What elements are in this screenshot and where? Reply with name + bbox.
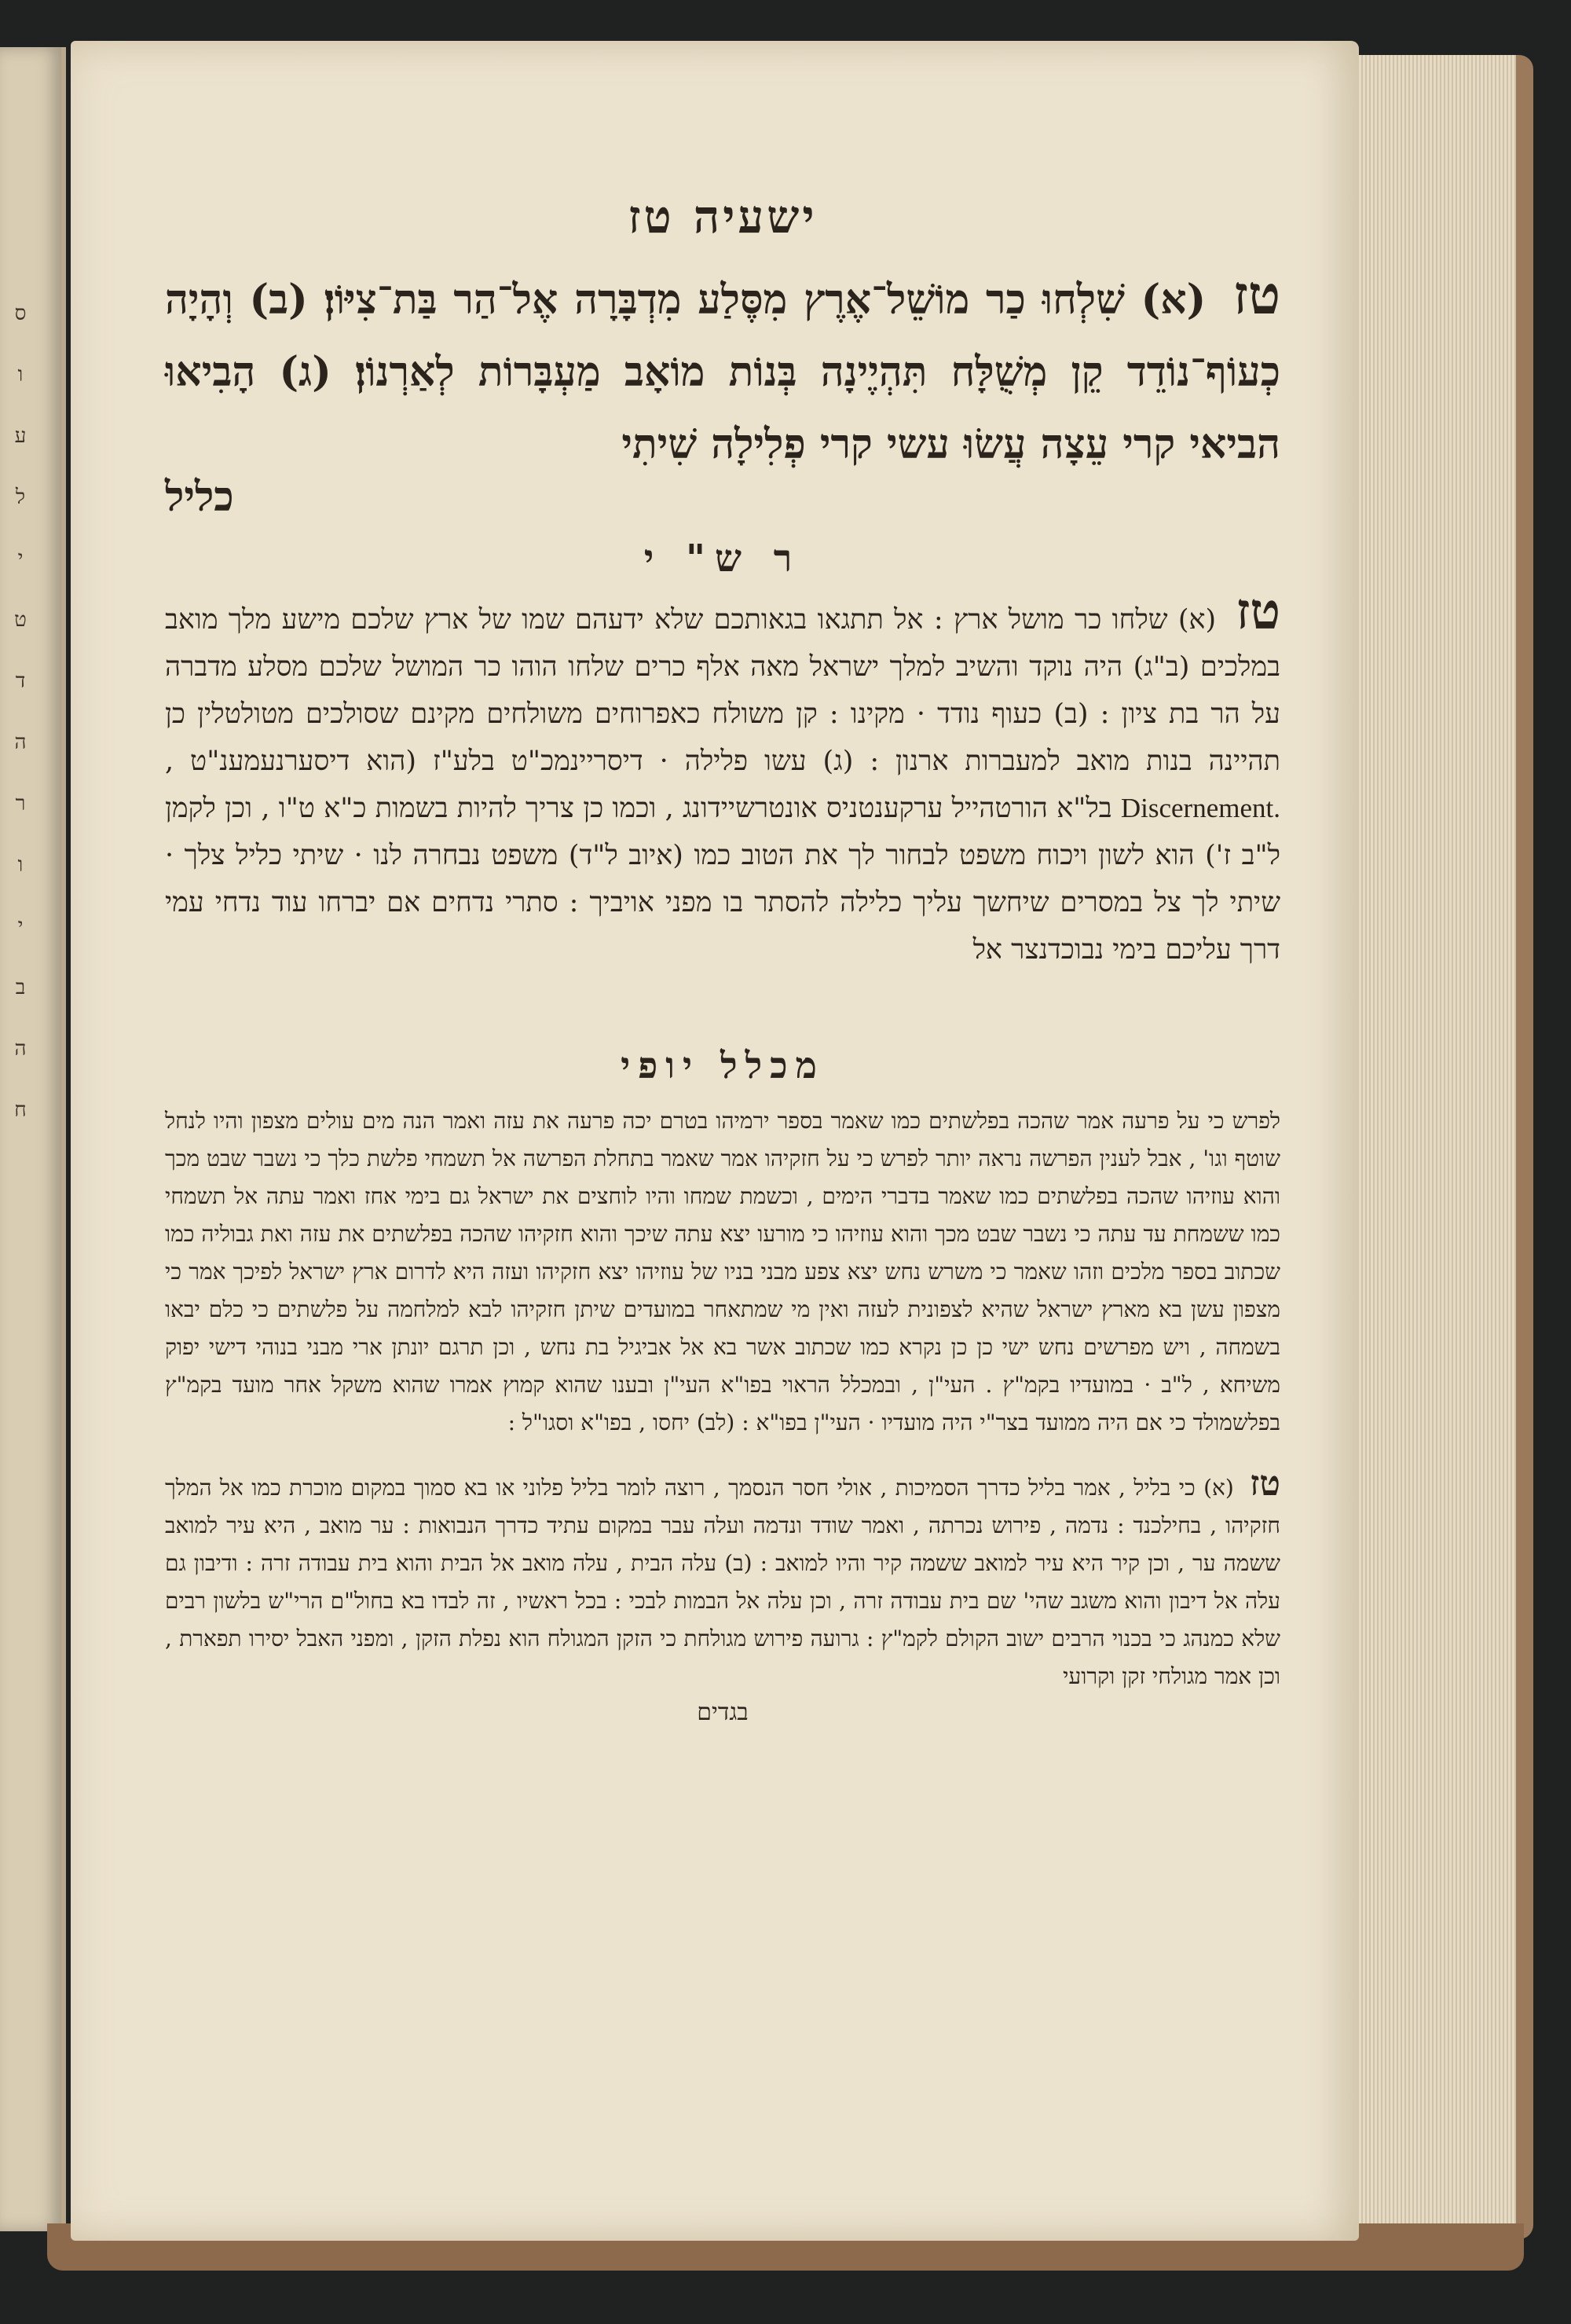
left-page-edge-letters bbox=[5, 283, 36, 1141]
michlol-text: (א) כי בליל , אמר בליל כדרך הסמיכות , אולי חסר הנסמך , רוצה לומר בליל פלוני או בא סמוך במקום מוכרת כמו אל המלך חזקיהו , בחילכנד : נדמה , פירוש נכרתה , ואמר שודד ונדמה ועלה עבר במקום עתיד כדרך הנבואות : ער מואב , היא עיר למואב ששמה ער , וכן קיר היא עיר למואב ששמה קיר והיו למואב : (ב) עלה הבית , עלה מואב אל הבית והוא בית עבודה זרה : ודיבון גם עלה אל דיבון והוא משגב שהי' שם בית עבודה זרה , וכן עלה אל הבמות לבכי : בכל ראשיו , זה לבדו בא בחול"ם הרי"ש בלשון רבים שלא כמנהג כי בכנוי הרבים ישוב הקולם לקמ"ץ : גרועה פירוש מגולחת כי הזקן המגולח הוא נפלת הזקן , ומפני האבל יסירו תפארת , וכן אמר מגולחי זקן וקרועי bbox=[165, 1475, 1280, 1689]
scripture-verses: (א) שִׁלְחוּ כַר מוֹשֵׁל־אֶרֶץ מִסֶּלַע מִדְבָּרָה אֶל־הַר בַּת־צִיּוֹן׃ (ב) וְהָיָה כְעוֹף־נוֹדֵד קֵן מְשֻׁלָּח תִּהְיֶינָה בְּנוֹת מוֹאָב מַעְבָּרוֹת לְאַרְנוֹן׃ (ג) הָבִיאוּ הביאי קרי עֵצָה עֲשׂוּ עשי קרי פְלִילָה שִׁיתִי bbox=[165, 276, 1280, 468]
scripture-text bbox=[165, 259, 1280, 481]
edge-letter: ב bbox=[15, 976, 26, 999]
edge-letter: ו bbox=[17, 853, 24, 877]
edge-letter: ר bbox=[15, 792, 26, 816]
rashi-latin-gloss: Discernement. bbox=[1120, 793, 1280, 823]
edge-letter: ד bbox=[15, 669, 26, 693]
rashi-text-part2: בל"א הורטהייל ערקענטניס אונטרשיידונג , וכמו כן צריך להיות בשמות כ"א ט"ו , וכן לקמן ל"ב ז') הוא לשון ויכוח משפט לבחור לך את הטוב כמו (איוב ל"ד) משפט נבחרה לנו · שיתי כליל צלך · שיתי לך צל במסרים שיחשך עליך כלילה להסתר בו מפני אויביך : סתרי נדחים אם יברחו עוד נדחי עמי דרך עליכם בימי נבוכדנצר אל bbox=[165, 793, 1280, 966]
running-head: ישעיה טז bbox=[628, 190, 818, 244]
michlol-chapter-number: טז bbox=[1250, 1464, 1280, 1504]
edge-letter: ע bbox=[14, 424, 27, 448]
catchword: בגדים bbox=[697, 1699, 749, 1726]
adjacent-left-page bbox=[0, 47, 66, 2231]
rashi-heading: ר ש" י bbox=[643, 537, 802, 581]
michlol-intro: לפרש כי על פרעה אמר שהכה בפלשתים כמו שאמר בספר ירמיהו בטרם יכה פרעה את עזה ואמר הנה מים עולים מצפון והיו לנחל שוטף וגו' , אבל לענין הפרשה נראה יותר לפרש כי על חזקיהו אמר שאמר בתחלת הפרשה אל תשמחי פלשת כלך כי נשבר שבט מכך והוא עוזיהו שהכה בפלשתים כמו שאמר בדברי הימים , וכשמת שמחו והיו לוחצים את ישראל גם בימי אחז ואמר עתה אל תשמחי כמו ששמחת עד עתה כי נשבר שבט מכך והוא עוזיהו כי מורעו יצא עתה שיכך והוא חזקיהו שהכה בפלשתים את עזה ואת גבוליה כמו שכתוב בספר מלכים וזהו שאמר כי משרש נחש יצא צפע מבני בניו של עוזיהו יצא חזקיהו ועזה היא לדרום ארץ ישראל לפיכך אמר כי מצפון עשן בא מארץ ישראל שהיא לצפונית לעזה ואין מי שמתאחר במועדים שיתן חזקיהו לבא למלחמה על פלשתים כי כלם יבאו בשמחה , ויש מפרשים נחש ישי כן כן נקרא כמו שכתוב אשר בא אל אביגיל בת נחש , וכן תרגם יונתן ארי מבני בנוהי דישי יפוק משיחא , ל"ב · במועדיו בקמ"ץ . העי"ן , ובמכלל הראוי בפו"א העי"ן ובענו שהוא קמוץ אמרו שהוא משקל אחר מועד בקמ"ץ בפלשמולד כי אם היה ממועד בצר"י היה מועדיו · העי"ן בפו"א : (לב) יחסו , בפו"א וסגו"ל : bbox=[165, 1108, 1281, 1435]
edge-letter: ט bbox=[14, 608, 27, 632]
book-page bbox=[71, 41, 1359, 2241]
rashi-chapter-number: טז bbox=[1236, 582, 1280, 641]
scripture-chapter-number: טז bbox=[1232, 264, 1281, 327]
edge-letter: ל bbox=[15, 486, 26, 509]
scripture-last-word: כליל bbox=[165, 473, 234, 521]
page-content bbox=[165, 159, 1280, 1726]
edge-letter: ח bbox=[14, 1098, 27, 1122]
page-block-edge bbox=[1335, 55, 1533, 2239]
michlol-commentary bbox=[165, 1465, 1280, 1695]
edge-letter: ה bbox=[14, 731, 27, 754]
edge-letter: ו bbox=[17, 363, 24, 387]
rashi-text-part1: (א) שלחו כר מושל ארץ : אל תתגאו בגאותכם שלא ידעהם שמו של ארץ שלכם מישע מלך מואב במלכים (ב"ג) היה נוקד והשיב למלך ישראל מאה אלף כרים שלחו הוהו כר המושל שלכם מסלע מדברה על הר בת ציון : (ב) כעוף נודד · מקינו : קן משולח כאפרוחים משולחים מקינם שסולכים מטולטלין כן תהיינה בנות מואב למעברות ארנון : (ג) עשו פלילה · דיסריינמכ"ט בלע"ז (הוא דיסערנעמענ"ט , bbox=[165, 604, 1280, 777]
michlol-yofi-heading: מכלל יופי bbox=[621, 1044, 825, 1087]
edge-letter: ה bbox=[14, 1037, 27, 1061]
edge-letter: ס bbox=[14, 302, 27, 325]
edge-letter: י bbox=[17, 915, 24, 938]
edge-letter: י bbox=[17, 547, 24, 570]
rashi-commentary bbox=[165, 582, 1280, 973]
